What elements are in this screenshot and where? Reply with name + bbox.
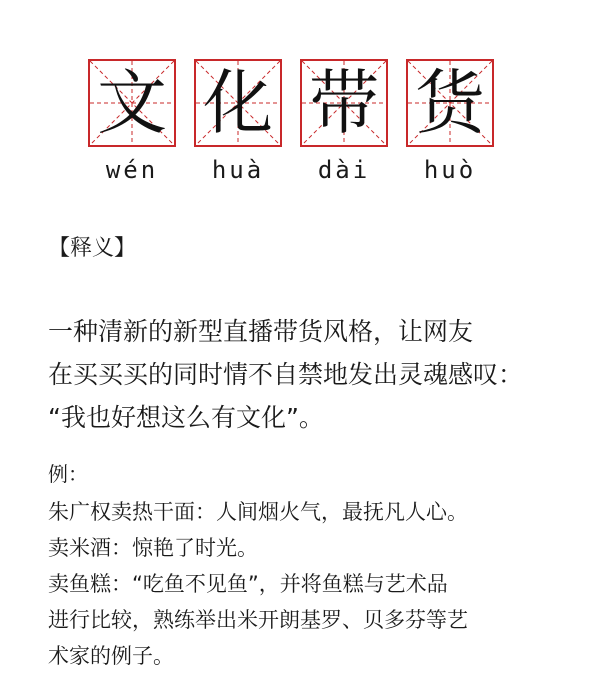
examples-heading: 例：: [48, 462, 88, 486]
pinyin-label: wén: [105, 156, 159, 184]
title-char-box: [88, 59, 176, 147]
pinyin-label: huà: [211, 156, 265, 184]
pinyin-label: dài: [317, 156, 371, 184]
title-grid: [88, 59, 496, 151]
example-line: 术家的例子。: [48, 644, 174, 668]
title-char: 文: [97, 62, 167, 144]
title-char-box: [194, 59, 282, 147]
example-line: 卖鱼糕：“吃鱼不见鱼”，并将鱼糕与艺术品: [48, 572, 448, 596]
title-char: 化: [203, 62, 273, 144]
definition-line: “我也好想这么有文化”。: [48, 403, 324, 432]
title-char-box: [300, 59, 388, 147]
definition-heading: 【释义】: [48, 236, 137, 261]
example-line: 朱广权卖热干面：人间烟火气，最抚凡人心。: [48, 500, 468, 524]
definition-line: 一种清新的新型直播带货风格，让网友: [48, 317, 474, 346]
title-char-box: [406, 59, 494, 147]
pinyin-label: huò: [423, 156, 477, 184]
example-line: 进行比较，熟练举出米开朗基罗、贝多芬等艺: [48, 608, 468, 632]
example-line: 卖米酒：惊艳了时光。: [48, 536, 258, 560]
title-char: 货: [415, 62, 485, 144]
title-char: 带: [309, 62, 379, 144]
definition-line: 在买买买的同时情不自禁地发出灵魂感叹：: [48, 360, 524, 389]
